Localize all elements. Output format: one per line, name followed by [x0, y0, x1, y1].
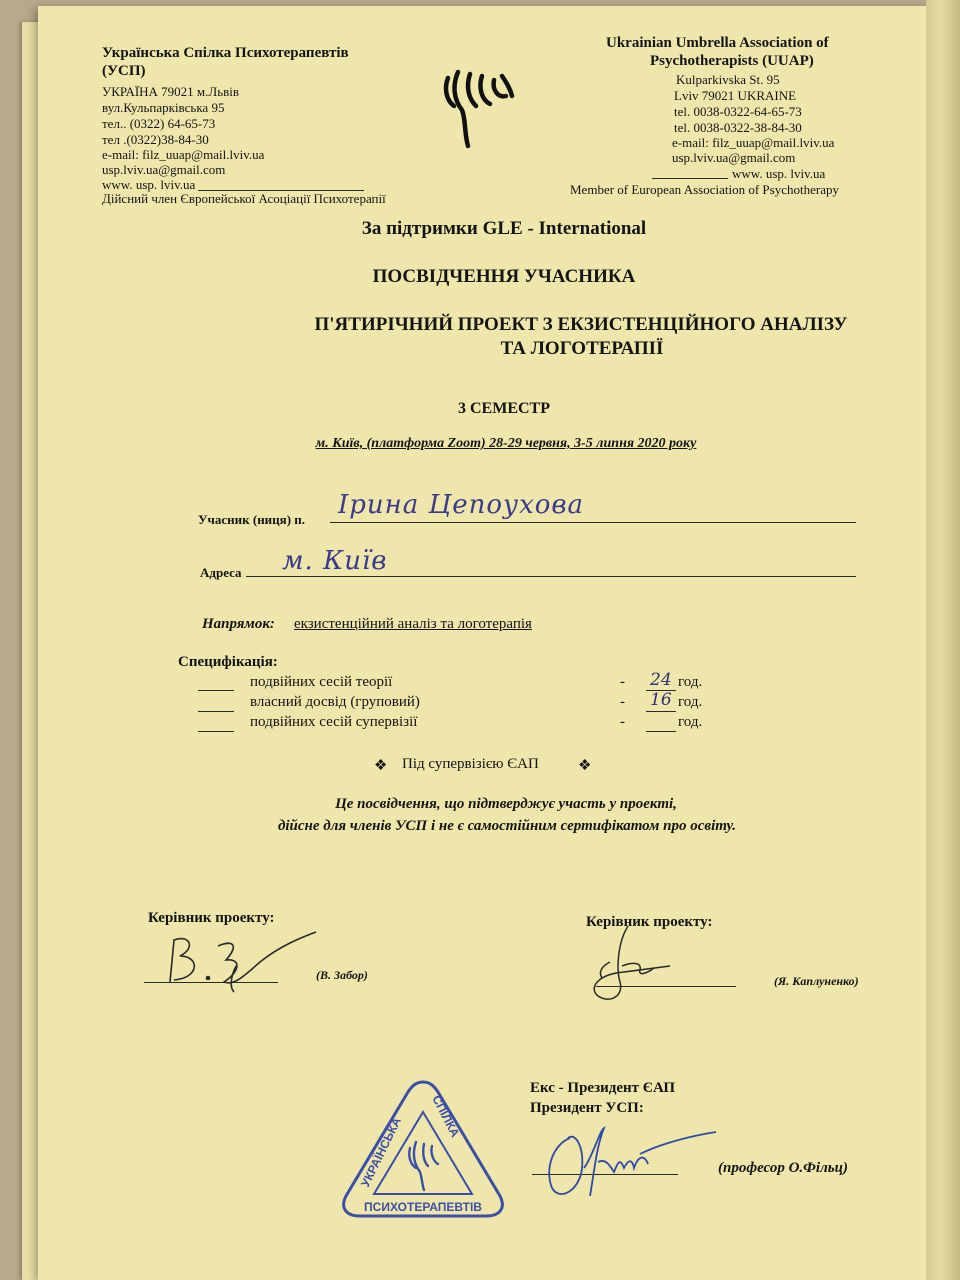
address-line-2: вул.Кульпарківська 95 — [102, 100, 225, 115]
support-line: За підтримки GLE - International — [361, 218, 647, 239]
president-name: (професор О.Фільц) — [718, 1160, 848, 1176]
president-title-line-2: Президент УСП: — [530, 1100, 644, 1116]
spec-hours: 16 — [650, 690, 672, 710]
spec-hours-line — [646, 711, 676, 712]
right-signature-icon — [580, 922, 690, 1008]
website-en: www. usp. lviv.ua — [732, 166, 826, 181]
membership-uk: Дійсний член Європейської Асоціації Психотерапії — [102, 191, 386, 206]
address-label: Адреса — [200, 565, 242, 580]
org-abbr-en: Psychotherapists (UUAP) — [650, 53, 814, 69]
left-signature-icon — [160, 926, 320, 996]
spec-unit: год. — [678, 674, 703, 690]
email-line-2: usp.lviv.ua@gmail.com — [102, 162, 226, 177]
supervision-note: Під супервізією ЄАП — [402, 756, 539, 772]
org-title-en: Ukrainian Umbrella Association of — [606, 35, 829, 51]
president-signature-icon — [540, 1118, 720, 1204]
org-abbr-uk: (УСП) — [102, 63, 146, 79]
spec-blank — [198, 711, 234, 712]
spec-dash: - — [620, 694, 625, 710]
left-signatory-role: Керівник проекту: — [148, 910, 275, 926]
membership-en: Member of European Association of Psychotherapy — [570, 182, 839, 197]
spec-blank — [198, 731, 234, 732]
place-and-date: м. Київ, (платформа Zoom) 28-29 червня, 3-5 липня 2020 року — [315, 436, 697, 451]
spec-item-name: подвійних сесій супервізії — [250, 714, 418, 730]
specification-label: Специфікація: — [178, 654, 278, 670]
address-line — [246, 576, 856, 577]
spec-item-name: подвійних сесій теорії — [250, 674, 393, 690]
address-line-1: УКРАЇНА 79021 м.Львів — [102, 84, 240, 99]
diamond-bullet-left-icon: ❖ — [374, 758, 388, 774]
president-title-line-1: Екс - Президент ЄАП — [530, 1080, 676, 1096]
stamp-icon — [340, 1076, 506, 1226]
spec-dash: - — [620, 714, 625, 730]
direction-value: екзистенційний аналіз та логотерапія — [294, 616, 532, 632]
svg-text:УКРАЇНСЬКА: УКРАЇНСЬКА — [358, 1115, 404, 1190]
right-signatory-role: Керівник проекту: — [586, 914, 713, 930]
spec-dash: - — [620, 674, 625, 690]
address-en-2: Lviv 79021 UKRAINE — [674, 88, 797, 103]
semester: 3 СЕМЕСТР — [458, 400, 550, 417]
spec-unit: год. — [678, 714, 703, 730]
participant-name-handwritten: Ірина Цепоухова — [338, 490, 585, 520]
spec-item-name: власний досвід (груповий) — [250, 694, 420, 710]
right-signatory-name: (Я. Каплуненко) — [774, 974, 859, 988]
email-en-1: e-mail: filz_uuap@mail.lviv.ua — [672, 135, 835, 150]
website-en-underline — [652, 178, 728, 179]
left-signatory-name: (В. Забор) — [316, 968, 368, 982]
direction-label: Напрямок: — [202, 616, 275, 632]
participant-label: Учасник (ниця) п. — [198, 512, 306, 527]
svg-text:СПІЛКА: СПІЛКА — [429, 1092, 463, 1140]
statement-line-2: дійсне для членів УСП і не є самостійним сертифікатом про освіту. — [277, 818, 737, 834]
certificate-title: ПОСВІДЧЕННЯ УЧАСНИКА — [372, 266, 636, 287]
usp-logo-icon — [440, 66, 516, 150]
email-line-1: e-mail: filz_uuap@mail.lviv.ua — [102, 147, 265, 162]
phone-en-1: tel. 0038-0322-64-65-73 — [674, 104, 802, 119]
spec-hours: 24 — [650, 670, 672, 690]
project-title-line-2: ТА ЛОГОТЕРАПІЇ — [500, 338, 664, 359]
email-en-2: usp.lviv.ua@gmail.com — [672, 150, 796, 165]
spec-blank — [198, 690, 234, 691]
participant-line — [330, 522, 856, 523]
phone-en-2: tel. 0038-0322-38-84-30 — [674, 120, 802, 135]
spec-hours-line — [646, 731, 676, 732]
address-en-1: Kulparkivska St. 95 — [676, 72, 780, 87]
project-title-line-1: П'ЯТИРІЧНИЙ ПРОЕКТ З ЕКЗИСТЕНЦІЙНОГО АНАЛІЗУ — [314, 314, 848, 335]
website: www. usp. lviv.ua — [102, 177, 196, 192]
address-handwritten: м. Київ — [282, 546, 388, 576]
stacked-sheets-edge — [926, 0, 960, 1280]
org-title-uk: Українська Спілка Психотерапевтів — [102, 45, 349, 61]
diamond-bullet-right-icon: ❖ — [578, 758, 592, 774]
phone-line-1: тел.. (0322) 64-65-73 — [102, 116, 216, 131]
spec-unit: год. — [678, 694, 703, 710]
svg-text:ПСИХОТЕРАПЕВТІВ: ПСИХОТЕРАПЕВТІВ — [364, 1200, 482, 1214]
phone-line-2: тел .(0322)38-84-30 — [102, 132, 209, 147]
statement-line-1: Це посвідчення, що підтверджує участь у проекті, — [335, 796, 677, 812]
